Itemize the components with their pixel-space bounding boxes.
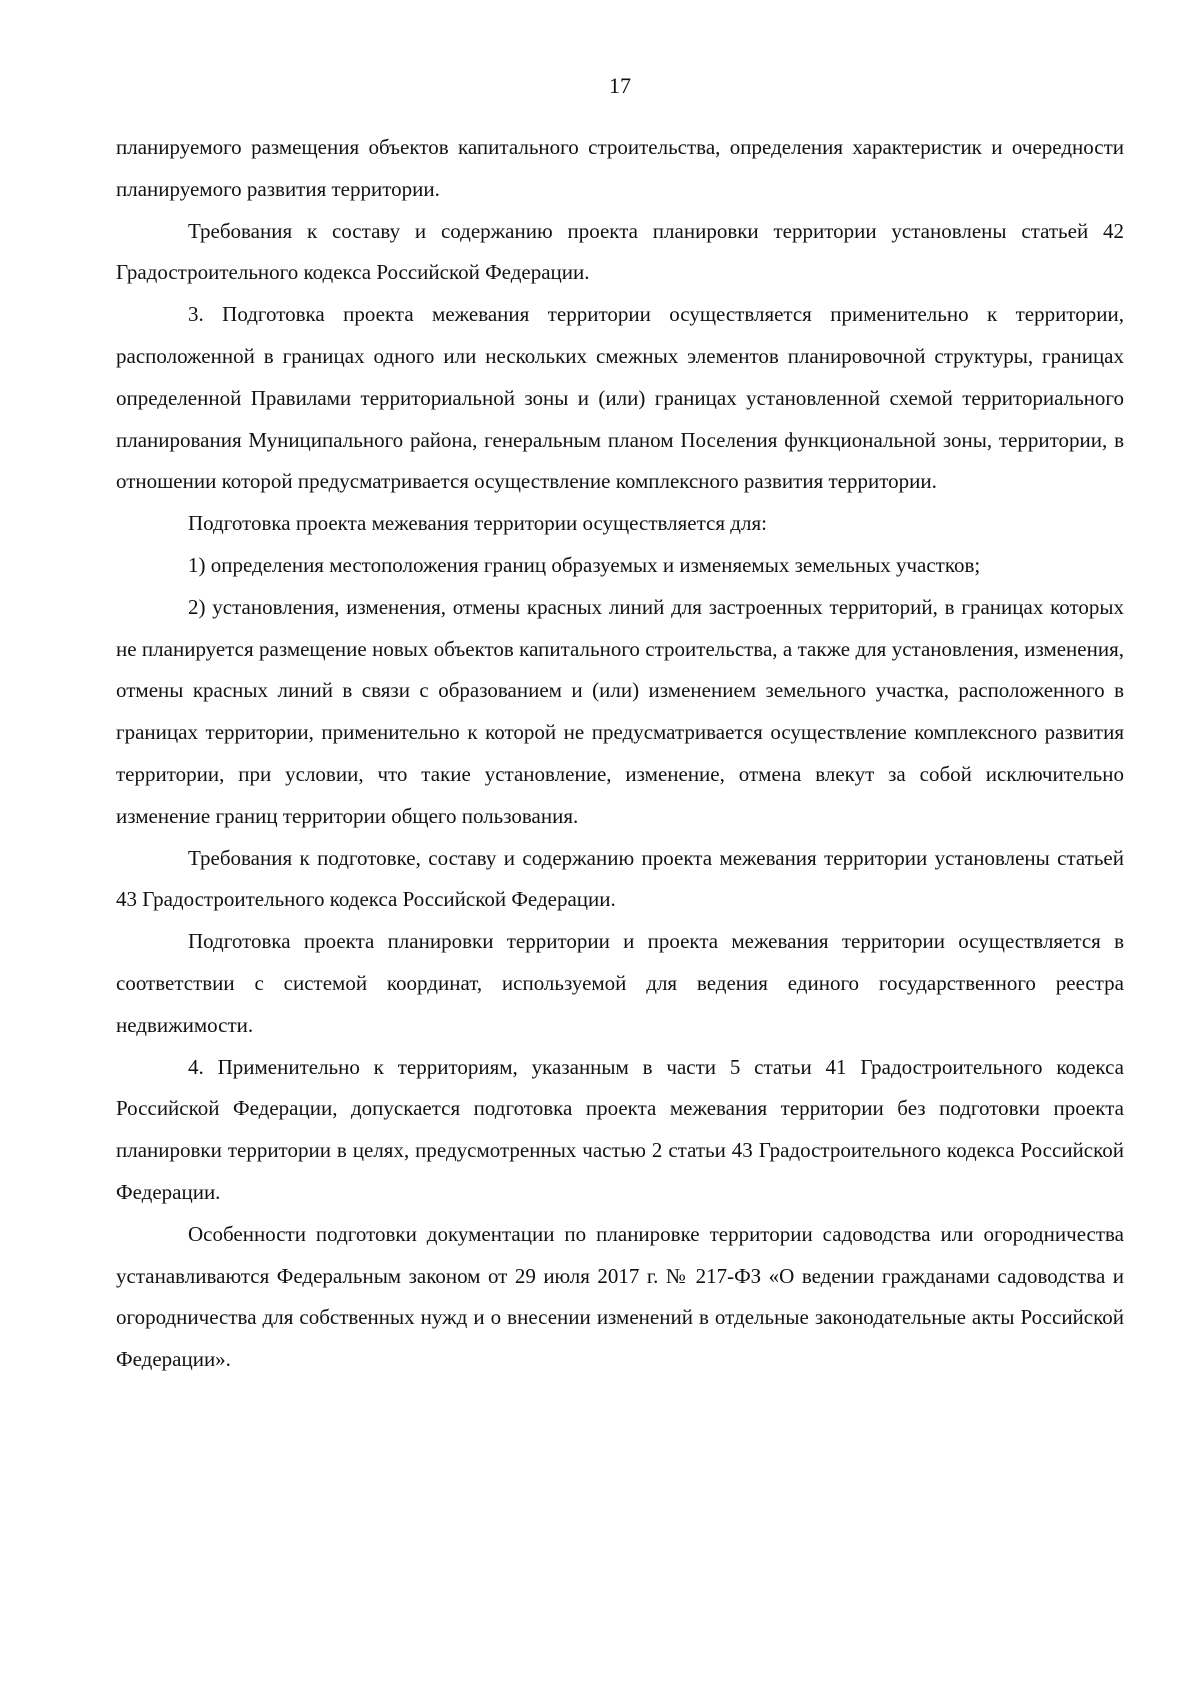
paragraph-item-4: 4. Применительно к территориям, указанным в части 5 статьи 41 Градостроительного кодекса Российской Федерации, допускается подготовка проекта межевания территории без подготовки проекта планировки территории в целях, предусмотренных частью 2 статьи 43 Градостроительного кодекса Российской Федерации. — [116, 1054, 1124, 1204]
paragraph-continued: планируемого размещения объектов капитального строительства, определения характеристик и очередности планируемого развития территории. — [116, 135, 1124, 201]
paragraph: Подготовка проекта межевания территории осуществляется для: — [188, 511, 767, 536]
paragraph-item-3: 3. Подготовка проекта межевания территории осуществляется применительно к территории, расположенной в границах одного или нескольких смежных элементов планировочной структуры, границах определенной Правилами территориальной зоны и (или) границах установленной схемой территориального планирования Муниципального района, генеральным планом Поселения функциональной зоны, территории, в отношении которой предусматривается осуществление комплексного развития территории. — [116, 302, 1124, 494]
paragraph: Требования к составу и содержанию проекта планировки территории установлены статьей 42 Градостроительного кодекса Российской Федерации. — [116, 218, 1124, 285]
paragraph: Подготовка проекта планировки территории и проекта межевания территории осуществляется в соответствии с системой координат, используемой для ведения единого государственного реестра недвижимости. — [116, 929, 1124, 1037]
page-number: 17 — [609, 73, 631, 98]
list-item-2: 2) установления, изменения, отмены красных линий для застроенных территорий, в границах которых не планируется размещение новых объектов капитального строительства, а также для установления, изменения, отмены красных линий в связи с образованием и (или) изменением земельного участка, расположенного в границах территории, применительно к которой не предусматривается осуществление комплексного развития территории, при условии, что такие установление, изменение, отмена влекут за собой исключительно изменение границ территории общего пользования. — [116, 594, 1124, 828]
document-body — [116, 127, 1124, 1381]
list-item-1: 1) определения местоположения границ образуемых и изменяемых земельных участков; — [188, 552, 981, 577]
paragraph: Особенности подготовки документации по планировке территории садоводства или огородничества устанавливаются Федеральным законом от 29 июля 2017 г. № 217-ФЗ «О ведении гражданами садоводства и огородничества для собственных нужд и о внесении изменений в отдельные законодательные акты Российской Федерации». — [116, 1221, 1124, 1372]
paragraph: Требования к подготовке, составу и содержанию проекта межевания территории установлены статьей 43 Градостроительного кодекса Российской Федерации. — [116, 845, 1124, 912]
